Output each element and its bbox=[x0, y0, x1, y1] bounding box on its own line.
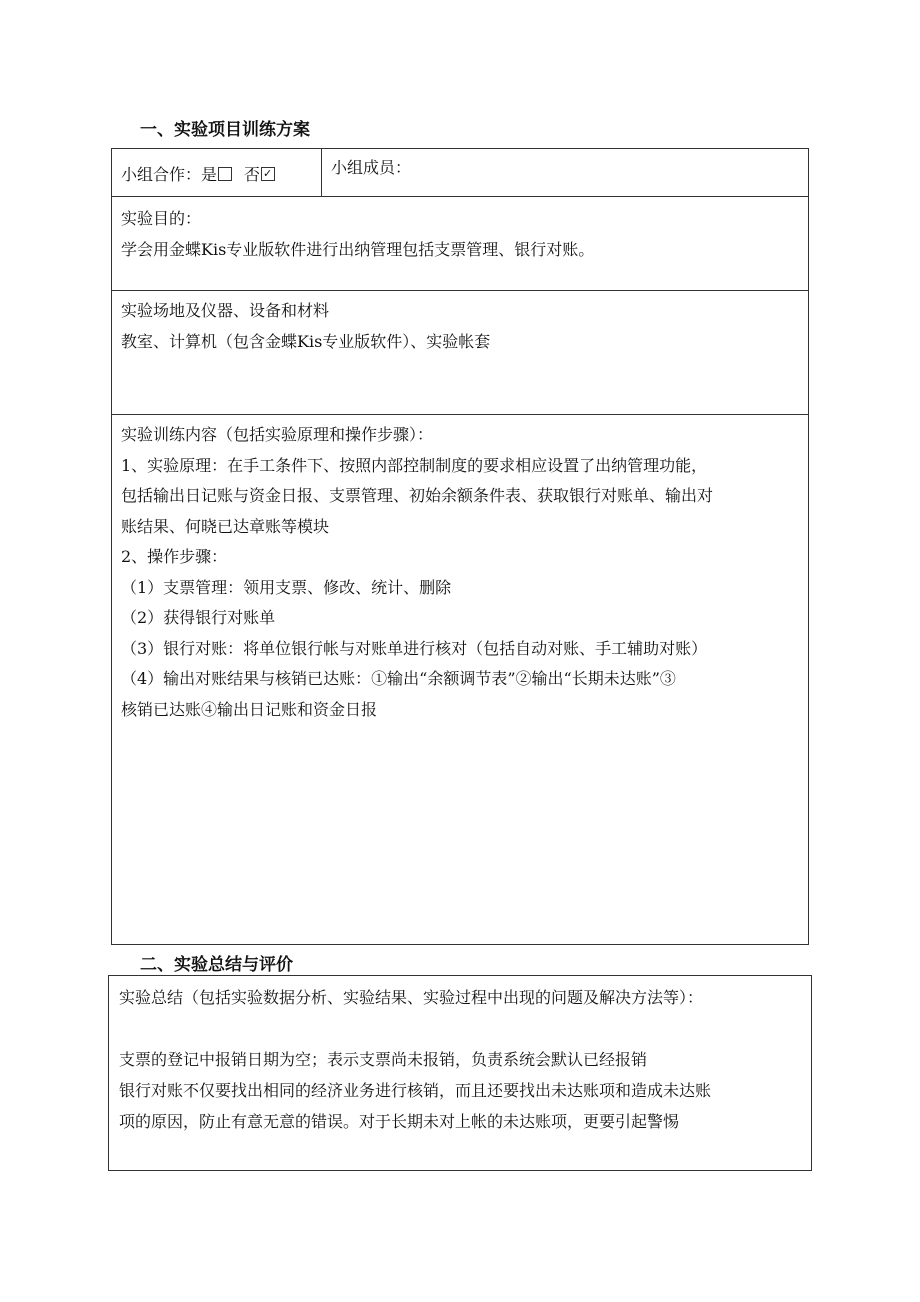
purpose-row bbox=[112, 197, 808, 291]
training-plan-table bbox=[111, 148, 809, 945]
summary-line: 支票的登记中报销日期为空；表示支票尚未报销，负责系统会默认已经报销 bbox=[119, 1050, 648, 1069]
summary-line: 银行对账不仅要找出相同的经济业务进行核销，而且还要找出未达账项和造成未达账 bbox=[119, 1081, 712, 1100]
content-title: 实验训练内容（包括实验原理和操作步骤）： bbox=[121, 425, 434, 444]
group-members-cell bbox=[322, 149, 808, 196]
section-2-heading: 二、实验总结与评价 bbox=[140, 955, 293, 975]
section-1-heading: 一、实验项目训练方案 bbox=[140, 120, 310, 140]
content-row bbox=[112, 415, 808, 944]
group-cooperation-label: 小组合作：是 bbox=[121, 165, 218, 184]
venue-row bbox=[112, 291, 808, 415]
group-no-checkbox[interactable] bbox=[261, 167, 275, 181]
purpose-text: 学会用金蝶Kis专业版软件进行出纳管理包括支票管理、银行对账。 bbox=[121, 240, 595, 259]
content-line: 包括输出日记账与资金日报、支票管理、初始余额条件表、获取银行对账单、输出对 bbox=[121, 486, 714, 505]
summary-line: 项的原因，防止有意无意的错误。对于长期未对上帐的未达账项，更要引起警惕 bbox=[119, 1112, 680, 1131]
group-cooperation-field bbox=[112, 149, 321, 190]
summary-table bbox=[108, 975, 812, 1171]
group-no-label: 否 bbox=[244, 165, 261, 184]
venue-text: 教室、计算机（包含金蝶Kis专业版软件）、实验帐套 bbox=[121, 332, 491, 351]
content-line: 2、操作步骤： bbox=[121, 547, 228, 566]
group-members-label: 小组成员： bbox=[331, 158, 412, 177]
content-line: 账结果、何晓已达章账等模块 bbox=[121, 516, 330, 536]
group-yes-checkbox[interactable] bbox=[218, 167, 232, 181]
content-line: （2）获得银行对账单 bbox=[121, 608, 276, 627]
group-cooperation-cell bbox=[112, 149, 322, 196]
venue-title: 实验场地及仪器、设备和材料 bbox=[121, 301, 330, 320]
purpose-title: 实验目的： bbox=[121, 209, 202, 228]
content-line: 核销已达账④输出日记账和资金日报 bbox=[121, 699, 378, 719]
group-row bbox=[112, 149, 808, 197]
summary-spacer bbox=[119, 1013, 802, 1044]
summary-title: 实验总结（包括实验数据分析、实验结果、实验过程中出现的问题及解决方法等）： bbox=[119, 988, 704, 1007]
content-line: （1）支票管理：领用支票、修改、统计、删除 bbox=[121, 577, 452, 597]
content-line: （4）输出对账结果与核销已达账：①输出“余额调节表”②输出“长期未达账”③ bbox=[121, 669, 676, 688]
content-line: 1、实验原理：在手工条件下、按照内部控制制度的要求相应设置了出纳管理功能， bbox=[121, 455, 708, 475]
content-line: （3）银行对账：将单位银行帐与对账单进行核对（包括自动对账、手工辅助对账） bbox=[121, 638, 708, 658]
